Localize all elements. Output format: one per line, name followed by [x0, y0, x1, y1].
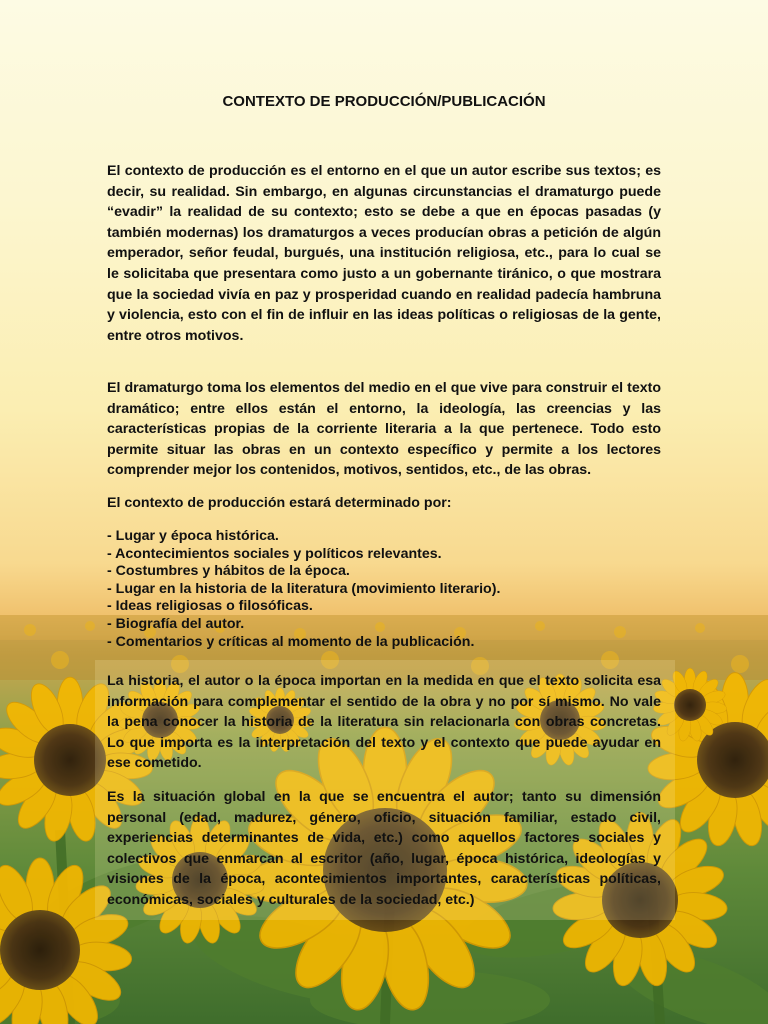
- list-item: - Costumbres y hábitos de la época.: [107, 563, 350, 580]
- page-title: CONTEXTO DE PRODUCCIÓN/PUBLICACIÓN: [222, 93, 546, 110]
- list-item: - Lugar y época histórica.: [107, 528, 279, 544]
- list-item: - Biografía del autor.: [107, 615, 245, 632]
- paragraph-determined-by: El contexto de producción estará determinado por:: [107, 495, 452, 511]
- paragraph-dramatist-elements: El dramaturgo toma los elementos del medio en el que vive para construir el texto dramático; entre ellos están el entorno, la ideología, las creencias y las características propias de la corriente literaria a la que pertenece. Todo esto permite situar las obras en un contexto específico y permite a los lectores comprender mejor los contenidos, motivos, sentidos, etc., de las obras.: [107, 380, 661, 479]
- list-item: - Acontecimientos sociales y políticos relevantes.: [107, 545, 442, 562]
- list-item: - Ideas religiosas o filosóficas.: [107, 598, 313, 615]
- factors-list: [107, 528, 661, 651]
- list-item: - Lugar en la historia de la literatura (movimiento literario).: [107, 580, 501, 597]
- list-item: - Comentarios y críticas al momento de la publicación.: [107, 633, 475, 650]
- paragraph-global-situation: Es la situación global en la que se encuentra el autor; tanto su dimensión personal (edad, madurez, género, oficio, situación familiar, estado civil, experiencias determinantes de vida, etc.) como aquellos factores sociales y colectivos que enmarcan al escritor (año, lugar, época histórica, ideologías y visiones de la época, acontecimientos importantes, características políticas, económicas, sociales y culturales de la sociedad, etc.): [107, 789, 661, 908]
- paragraph-history-relevance: La historia, el autor o la época importan en la medida en que el texto solicita esa información para complementar el sentido de la obra y no por sí mismo. No vale la pena conocer la historia de la literatura sin relacionarla con obras concretas. Lo que importa es la interpretación del texto y el contexto que puede ayudar en ese cometido.: [107, 673, 661, 772]
- paragraph-production-context: El contexto de producción es el entorno en el que un autor escribe sus textos; es decir, su realidad. Sin embargo, en algunas circunstancias el dramaturgo puede “evadir” la realidad de su contexto; esto se debe a que en épocas pasadas (y también modernas) los dramaturgos a veces producían obras a petición de algún emperador, señor feudal, burgués, una institución religiosa, etc., para lo cual se le solicitaba que presentara como justo a un gobernante tiránico, o que mostrara que la sociedad vivía en paz y prosperidad cuando en realidad padecía hambruna y violencia, esto con el fin de influir en las ideas políticas o religiosas de la gente, entre otros motivos.: [107, 163, 661, 344]
